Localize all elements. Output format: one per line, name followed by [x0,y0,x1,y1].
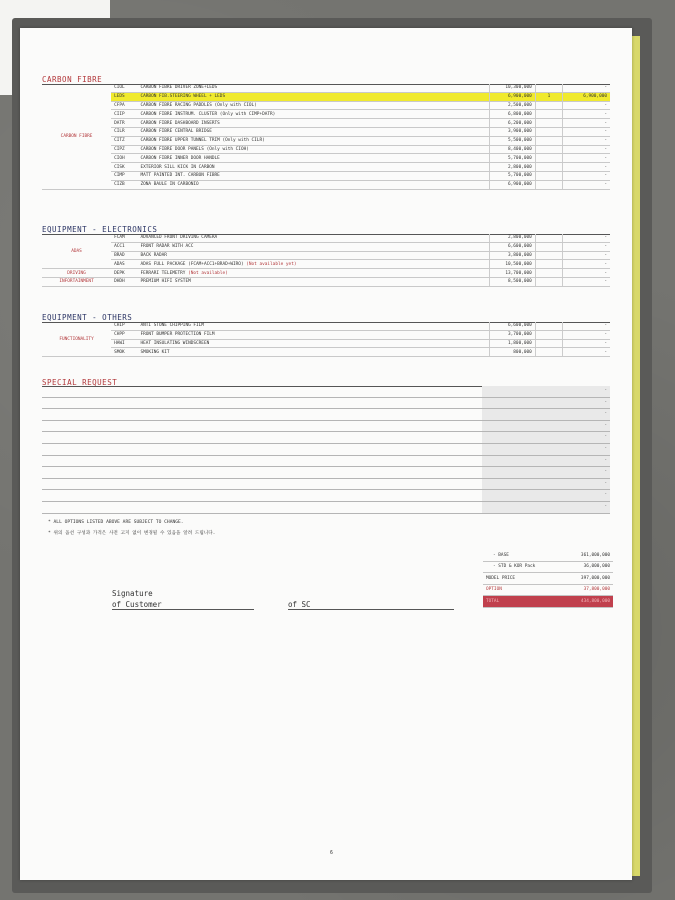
option-total: - [563,127,610,136]
std-pack-value: 36,000,000 [563,561,613,573]
special-request-row [42,409,610,421]
option-total: - [563,110,610,119]
option-qty [535,180,562,189]
row-dash: - [604,445,607,451]
option-description: SMOKING KIT [138,348,490,357]
option-qty [535,110,562,119]
option-total: - [563,339,610,348]
price-column-shade [482,409,610,420]
option-total: - [563,234,610,242]
option-qty [535,136,562,145]
option-price: 5,700,000 [490,171,536,180]
option-code: CIIP [111,110,137,119]
option-total: - [563,277,610,286]
others-title: EQUIPMENT - OTHERS [42,313,133,322]
special-request-row [42,479,610,491]
option-description: ANTI STONE CHIPPING FILM [138,322,490,330]
option-price: 2,800,000 [490,234,536,242]
option-total: - [563,180,610,189]
option-qty [535,348,562,357]
option-description-text: ADAS FULL PACKAGE (FCAM+ACC1+BRAD+WIRO) [140,261,244,267]
carbon-fibre-group-label: CARBON FIBRE [42,84,111,189]
option-description: HEAT INSULATING WINDSCREEN [138,339,490,348]
option-description: CARBON FIB.STEERING WHEEL + LEDS [138,92,490,101]
special-request-row [42,467,610,479]
option-description: CARBON FIBRE DRIVER ZONE+LEDS [138,84,490,92]
option-code: CHPP [111,330,137,339]
sc-label: of SC [288,600,311,609]
option-total: - [563,171,610,180]
price-column-shade [482,444,610,455]
table-row [42,92,610,101]
option-description: EXTERIOR SILL KICK IN CARBON [138,163,490,172]
table-row [42,163,610,172]
options-sheet-page [20,28,632,880]
option-description [138,234,490,242]
price-column-shade [482,467,610,478]
model-price-value: 397,000,000 [563,573,613,585]
price-column-shade [482,479,610,490]
option-total: - [563,145,610,154]
customer-label: of Customer [112,600,162,609]
table-row [42,251,610,260]
electronics-group-label: DRIVING [42,269,111,278]
option-description-text: ADVANCED FRONT DRIVING CAMERA [140,235,218,241]
functionality-group-label: FUNCTIONALITY [42,322,111,357]
option-code: ADAS [111,260,137,269]
option-price: 6,600,000 [490,322,536,330]
option-price: 3,800,000 [490,251,536,260]
option-price: 3,900,000 [490,127,536,136]
row-dash: - [604,469,607,475]
option-price: 6,200,000 [490,119,536,128]
price-column-shade [482,386,610,397]
option-total: - [563,251,610,260]
option-code: DATR [111,119,137,128]
option-code: CIZB [111,180,137,189]
option-total: 6,900,000 [563,92,610,101]
price-column-shade [482,490,610,501]
row-dash: - [604,411,607,417]
row-dash: - [604,492,607,498]
option-qty [535,322,562,330]
table-row [42,234,610,242]
option-code: CIMP [111,171,137,180]
option-label: OPTION [483,584,563,596]
base-value: 361,000,000 [563,550,613,561]
option-price: 10,500,000 [490,260,536,269]
option-code: CIOH [111,154,137,163]
note-line-2: * 위의 옵션 구성과 가격은 사전 고지 없이 변경될 수 있음을 알려 드립니다. [48,531,216,536]
option-code: SMOK [111,348,137,357]
option-total: - [563,101,610,110]
option-code: CFPA [111,101,137,110]
option-qty [535,163,562,172]
option-total: - [563,260,610,269]
table-row [42,180,610,189]
special-request-row [42,490,610,502]
row-dash: - [604,422,607,428]
option-price: 6,600,000 [490,242,536,251]
option-description: CARBON FIBRE DASHBOARD INSERTS [138,119,490,128]
option-total: - [563,348,610,357]
option-qty: 1 [535,92,562,101]
carbon-fibre-table [42,84,610,190]
option-qty [535,119,562,128]
price-column-shade [482,432,610,443]
signature-label: Signature [112,589,153,598]
option-code: CHIP [111,322,137,330]
option-qty [535,269,562,278]
option-description: ZONA BAULE IN CARBONIO [138,180,490,189]
option-code: CITZ [111,136,137,145]
special-request-title: SPECIAL REQUEST [42,378,118,387]
table-row [42,127,610,136]
page-number: 6 [330,851,333,856]
option-price: 8,500,000 [490,277,536,286]
option-total: - [563,330,610,339]
table-row [42,330,610,339]
option-price: 10,300,000 [490,84,536,92]
option-description: CARBON FIBRE UPPER TUNNEL TRIM (Only with CILR) [138,136,490,145]
option-description: FRONT BUMPER PROTECTION FILM [138,330,490,339]
option-qty [535,171,562,180]
table-row [42,84,610,92]
option-qty [535,145,562,154]
table-row [42,242,610,251]
option-price: 13,700,000 [490,269,536,278]
option-code: FCAM [111,234,137,242]
price-column-shade [482,398,610,409]
price-column-shade [482,456,610,467]
customer-signature-line [112,609,254,610]
std-pack-label: - STD & KOR Pack [483,561,563,573]
option-price: 1,800,000 [490,339,536,348]
option-price: 8,400,000 [490,145,536,154]
electronics-table [42,234,610,287]
row-dash: - [604,457,607,463]
option-qty [535,154,562,163]
electronics-group-label: INFORTAINMENT [42,277,111,286]
special-request-row [42,386,610,398]
option-code: HAWI [111,339,137,348]
special-request-row [42,502,610,514]
price-column-shade [482,502,610,513]
option-description-text: FRONT RADAR WITH ACC [140,244,194,250]
option-price: 3,700,000 [490,330,536,339]
option-total: - [563,84,610,92]
total-value: 434,800,000 [563,596,613,608]
option-code: LEDS [111,92,137,101]
option-total: - [563,154,610,163]
option-description [138,251,490,260]
special-request-row [42,456,610,468]
option-description: CARBON FIBRE DOOR PANELS (Only with CIOH) [138,145,490,154]
option-code: DEPK [111,269,137,278]
table-row [42,322,610,330]
table-row [42,171,610,180]
table-row [42,145,610,154]
option-description: CARBON FIBRE INNER DOOR HANDLE [138,154,490,163]
table-row [42,154,610,163]
option-price: 2,800,000 [490,163,536,172]
option-price: 6,800,000 [490,110,536,119]
note-line-1: * ALL OPTIONS LISTED ABOVE ARE SUBJECT TO CHANGE. [48,520,184,525]
option-qty [535,251,562,260]
option-qty [535,242,562,251]
row-dash: - [604,388,607,393]
option-total: - [563,242,610,251]
table-row [42,136,610,145]
option-total: - [563,269,610,278]
price-summary-table [483,550,613,608]
table-row [42,260,610,269]
option-description [138,269,490,278]
option-code: CIPZ [111,145,137,154]
option-qty [535,260,562,269]
row-dash: - [604,503,607,509]
option-code: DHDH [111,277,137,286]
electronics-title: EQUIPMENT - ELECTRONICS [42,225,158,234]
option-price: 800,000 [490,348,536,357]
option-description [138,242,490,251]
option-qty [535,127,562,136]
table-row [42,269,610,278]
special-request-row [42,432,610,444]
option-total: - [563,163,610,172]
option-code: CISK [111,163,137,172]
availability-note: (Not available) [188,270,228,276]
row-dash: - [604,480,607,486]
option-qty [535,84,562,92]
sc-signature-line [288,609,454,610]
special-request-row [42,444,610,456]
option-price: 6,900,000 [490,92,536,101]
model-price-label: MODEL PRICE [483,573,563,585]
option-description: CARBON FIBRE RACING PADDLES (Only with CIOL) [138,101,490,110]
option-code: ACC1 [111,242,137,251]
others-table [42,322,610,357]
special-request-row [42,398,610,410]
option-code: CIOL [111,84,137,92]
option-description [138,260,490,269]
table-row [42,339,610,348]
table-row [42,348,610,357]
availability-note: (Not available yet) [246,261,297,267]
option-price: 5,500,000 [490,136,536,145]
option-value: 37,800,000 [563,584,613,596]
table-row [42,119,610,128]
option-description-text: FERRARI TELEMETRY [140,270,186,276]
total-label: TOTAL [483,596,563,608]
option-description-text: PREMIUM HIFI SYSTEM [140,279,191,285]
table-row [42,277,610,286]
option-total: - [563,322,610,330]
option-price: 6,900,000 [490,180,536,189]
option-code: CILR [111,127,137,136]
option-code: BRAD [111,251,137,260]
carbon-fibre-title: CARBON FIBRE [42,75,103,84]
row-dash: - [604,434,607,440]
option-qty [535,277,562,286]
option-qty [535,234,562,242]
table-row [42,101,610,110]
option-description: CARBON FIBRE CENTRAL BRIDGE [138,127,490,136]
row-dash: - [604,399,607,405]
option-qty [535,339,562,348]
special-request-rows [42,386,610,514]
option-qty [535,330,562,339]
option-description: CARBON FIBRE INSTRUM. CLUSTER (Only with CIMP+DATR) [138,110,490,119]
option-price: 2,500,000 [490,101,536,110]
base-label: - BASE [483,550,563,561]
option-qty [535,101,562,110]
option-description [138,277,490,286]
price-column-shade [482,421,610,432]
option-description: MATT PAINTED INT. CARBON FIBRE [138,171,490,180]
table-row [42,110,610,119]
option-total: - [563,136,610,145]
adas-group-label: ADAS [42,234,111,269]
option-description-text: BACK RADAR [140,252,167,258]
option-total: - [563,119,610,128]
option-price: 5,700,000 [490,154,536,163]
special-request-row [42,421,610,433]
